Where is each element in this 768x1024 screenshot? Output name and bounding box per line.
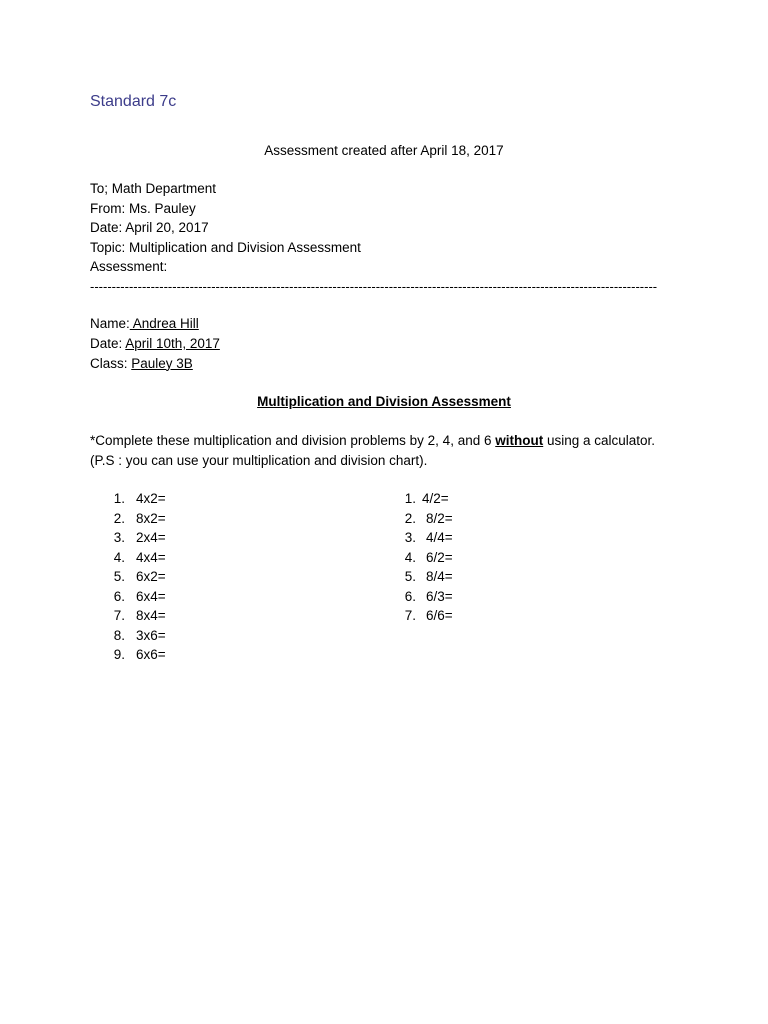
list-item (392, 489, 453, 509)
item-question: 4/4= (426, 530, 453, 545)
memo-assessment: Assessment: (90, 259, 168, 274)
list-item (392, 548, 453, 568)
multiplication-list (101, 489, 166, 665)
item-number: 8. (113, 627, 125, 643)
item-question: 3x6= (136, 627, 166, 643)
name-label: Name: (90, 316, 130, 331)
assessment-title: Multiplication and Division Assessment (257, 394, 511, 409)
item-question: 8x2= (136, 510, 166, 526)
division-list (392, 489, 453, 626)
item-question: 6x4= (136, 588, 166, 604)
item-number: 1. (404, 491, 416, 506)
item-question: 6x6= (136, 647, 166, 662)
list-item (101, 567, 166, 587)
memo-date: Date: April 20, 2017 (90, 220, 209, 235)
list-item (101, 548, 166, 568)
item-question: 6x2= (136, 569, 166, 584)
item-question: 6/6= (426, 608, 453, 623)
student-info (90, 314, 220, 373)
list-item (101, 606, 166, 626)
name-value: Andrea Hill (129, 316, 199, 331)
item-number: 5. (113, 569, 125, 584)
list-item (392, 587, 453, 607)
list-item (101, 626, 166, 646)
list-item (101, 587, 166, 607)
item-question: 8x4= (136, 608, 166, 623)
instructions-emphasis: without (495, 433, 544, 448)
instructions-text-end: using a calculator. (543, 433, 656, 448)
list-item (101, 489, 166, 509)
page-heading: Standard 7c (90, 93, 177, 110)
list-item (392, 606, 453, 626)
list-item (101, 528, 166, 548)
memo-header (90, 179, 361, 277)
student-class-row (90, 354, 220, 374)
item-number: 3. (404, 530, 416, 545)
item-number: 4. (404, 549, 416, 565)
item-number: 1. (113, 491, 125, 506)
item-question: 6/2= (426, 549, 453, 565)
list-item (392, 528, 453, 548)
student-name-row (90, 314, 220, 334)
instructions-text: *Complete these multiplication and division problems by 2, 4, and 6 (90, 433, 496, 448)
instructions-line-1 (90, 431, 655, 451)
item-number: 4. (113, 549, 125, 565)
item-number: 7. (404, 608, 416, 623)
date-label: Date: (90, 335, 126, 351)
item-question: 6/3= (426, 588, 453, 604)
item-number: 5. (404, 569, 416, 584)
item-question: 8/4= (426, 569, 453, 584)
list-item (392, 567, 453, 587)
item-number: 6. (113, 588, 125, 604)
date-value: April 10th, 2017 (125, 335, 220, 351)
class-value: Pauley 3B (131, 355, 193, 371)
memo-to: To; Math Department (90, 181, 217, 196)
item-question: 4x2= (136, 491, 166, 506)
item-number: 9. (113, 647, 125, 662)
created-note: Assessment created after April 18, 2017 (264, 143, 504, 158)
item-number: 6. (404, 588, 416, 604)
list-item (101, 645, 166, 665)
memo-from: From: Ms. Pauley (90, 200, 196, 216)
class-label: Class: (90, 355, 132, 371)
instructions (90, 431, 655, 470)
memo-topic: Topic: Multiplication and Division Assessment (90, 239, 361, 255)
item-number: 2. (404, 510, 416, 526)
item-question: 8/2= (426, 510, 453, 526)
item-number: 7. (113, 608, 125, 623)
item-number: 3. (113, 530, 125, 545)
list-item (101, 509, 166, 529)
item-question: 4/2= (422, 491, 449, 506)
instructions-line-2: (P.S : you can use your multiplication and division chart). (90, 452, 428, 468)
item-number: 2. (113, 510, 125, 526)
student-date-row (90, 334, 220, 354)
item-question: 4x4= (136, 549, 166, 565)
item-question: 2x4= (136, 530, 166, 545)
list-item (392, 509, 453, 529)
divider-line: ----------------------------------------------------------------------------------------------------------------------------------- (90, 279, 658, 294)
